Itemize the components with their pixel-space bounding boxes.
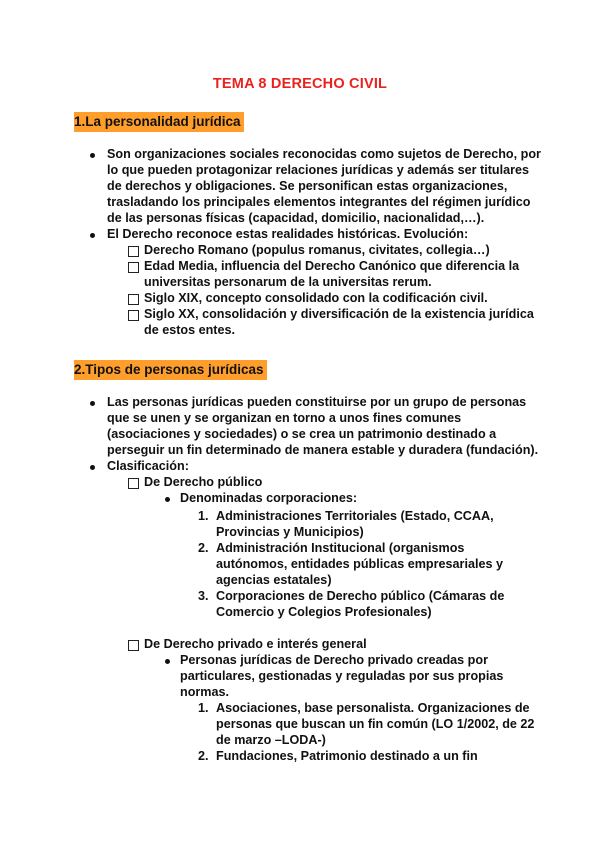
- bullet-icon: [90, 401, 95, 406]
- s1-item-2-line-1: Edad Media, influencia del Derecho Canónico que diferencia la: [144, 259, 520, 273]
- s1-bullet1-line-1: Son organizaciones sociales reconocidas como sujetos de Derecho, por: [107, 147, 541, 161]
- privado-num-1-line-1: Asociaciones, base personalista. Organizaciones de: [216, 701, 530, 715]
- s1-bullet1-line-5: de las personas físicas (capacidad, domicilio, nacionalidad,…).: [107, 211, 485, 225]
- checkbox-icon: [128, 262, 139, 273]
- s1-bullet2: El Derecho reconoce estas realidades históricas. Evolución:: [107, 227, 469, 241]
- list-number: 2.: [198, 541, 209, 555]
- s2-bullet1-line-2: que se unen y se organizan en torno a unos fines comunes: [107, 411, 462, 425]
- publico-num-2-line-2: autónomos, entidades públicas empresariales y: [216, 557, 503, 571]
- publico-num-2-line-3: agencias estatales): [216, 573, 332, 587]
- checkbox-icon: [128, 310, 139, 321]
- privado-sub-line-1: Personas jurídicas de Derecho privado creadas por: [180, 653, 488, 667]
- checkbox-icon: [128, 640, 139, 651]
- privado-num-2-line-1: Fundaciones, Patrimonio destinado a un fin: [216, 749, 478, 763]
- s2-bullet1-line-1: Las personas jurídicas pueden constituirse por un grupo de personas: [107, 395, 527, 409]
- publico-num-1-line-1: Administraciones Territoriales (Estado, CCAA,: [216, 509, 494, 523]
- publico-label: De Derecho público: [144, 475, 263, 489]
- publico-sub: Denominadas corporaciones:: [180, 491, 358, 505]
- page-title: TEMA 8 DERECHO CIVIL: [212, 76, 388, 92]
- checkbox-icon: [128, 294, 139, 305]
- s2-bullet2: Clasificación:: [107, 459, 189, 473]
- s1-bullet1-line-2: lo que pueden protagonizar relaciones jurídicas y además ser titulares: [107, 163, 530, 177]
- privado-num-1-line-2: personas que buscan un fin común (LO 1/2002, de 22: [216, 717, 535, 731]
- s1-item-4-line-2: de estos entes.: [144, 323, 235, 337]
- list-number: 3.: [198, 589, 209, 603]
- checkbox-icon: [128, 246, 139, 257]
- s1-bullet1-line-3: de derechos y obligaciones. Se personifican estas organizaciones,: [107, 179, 508, 193]
- s2-bullet1-line-4: perseguir un fin determinado de manera estable y duradera (fundación).: [107, 443, 539, 457]
- s2-bullet1-line-3: (asociaciones y sociedades) o se crea un patrimonio destinado a: [107, 427, 497, 441]
- s1-item-3: Siglo XIX, concepto consolidado con la codificación civil.: [144, 291, 488, 305]
- section-heading-2: 2.Tipos de personas jurídicas: [74, 360, 267, 380]
- section-heading-1: 1.La personalidad jurídica: [74, 112, 244, 132]
- list-number: 1.: [198, 509, 209, 523]
- privado-sub-line-2: particulares, gestionadas y reguladas por sus propias: [180, 669, 504, 683]
- checkbox-icon: [128, 478, 139, 489]
- s1-bullet1-line-4: trasladando los principales elementos integrantes del régimen jurídico: [107, 195, 531, 209]
- list-number: 1.: [198, 701, 209, 715]
- list-number: 2.: [198, 749, 209, 763]
- publico-num-3-line-2: Comercio y Colegios Profesionales): [216, 605, 432, 619]
- privado-num-1-line-3: de marzo –LODA-): [216, 733, 326, 747]
- publico-num-3-line-1: Corporaciones de Derecho público (Cámaras de: [216, 589, 505, 603]
- bullet-icon: [165, 659, 170, 664]
- bullet-icon: [90, 465, 95, 470]
- bullet-icon: [165, 497, 170, 502]
- privado-label: De Derecho privado e interés general: [144, 637, 367, 651]
- s1-item-4-line-1: Siglo XX, consolidación y diversificación de la existencia jurídica: [144, 307, 534, 321]
- bullet-icon: [90, 153, 95, 158]
- privado-sub-line-3: normas.: [180, 685, 229, 699]
- s1-item-2-line-2: universitas personarum de la universitas rerum.: [144, 275, 432, 289]
- bullet-icon: [90, 233, 95, 238]
- s1-item-1: Derecho Romano (populus romanus, civitates, collegia…): [144, 243, 490, 257]
- publico-num-1-line-2: Provincias y Municipios): [216, 525, 364, 539]
- publico-num-2-line-1: Administración Institucional (organismos: [216, 541, 465, 555]
